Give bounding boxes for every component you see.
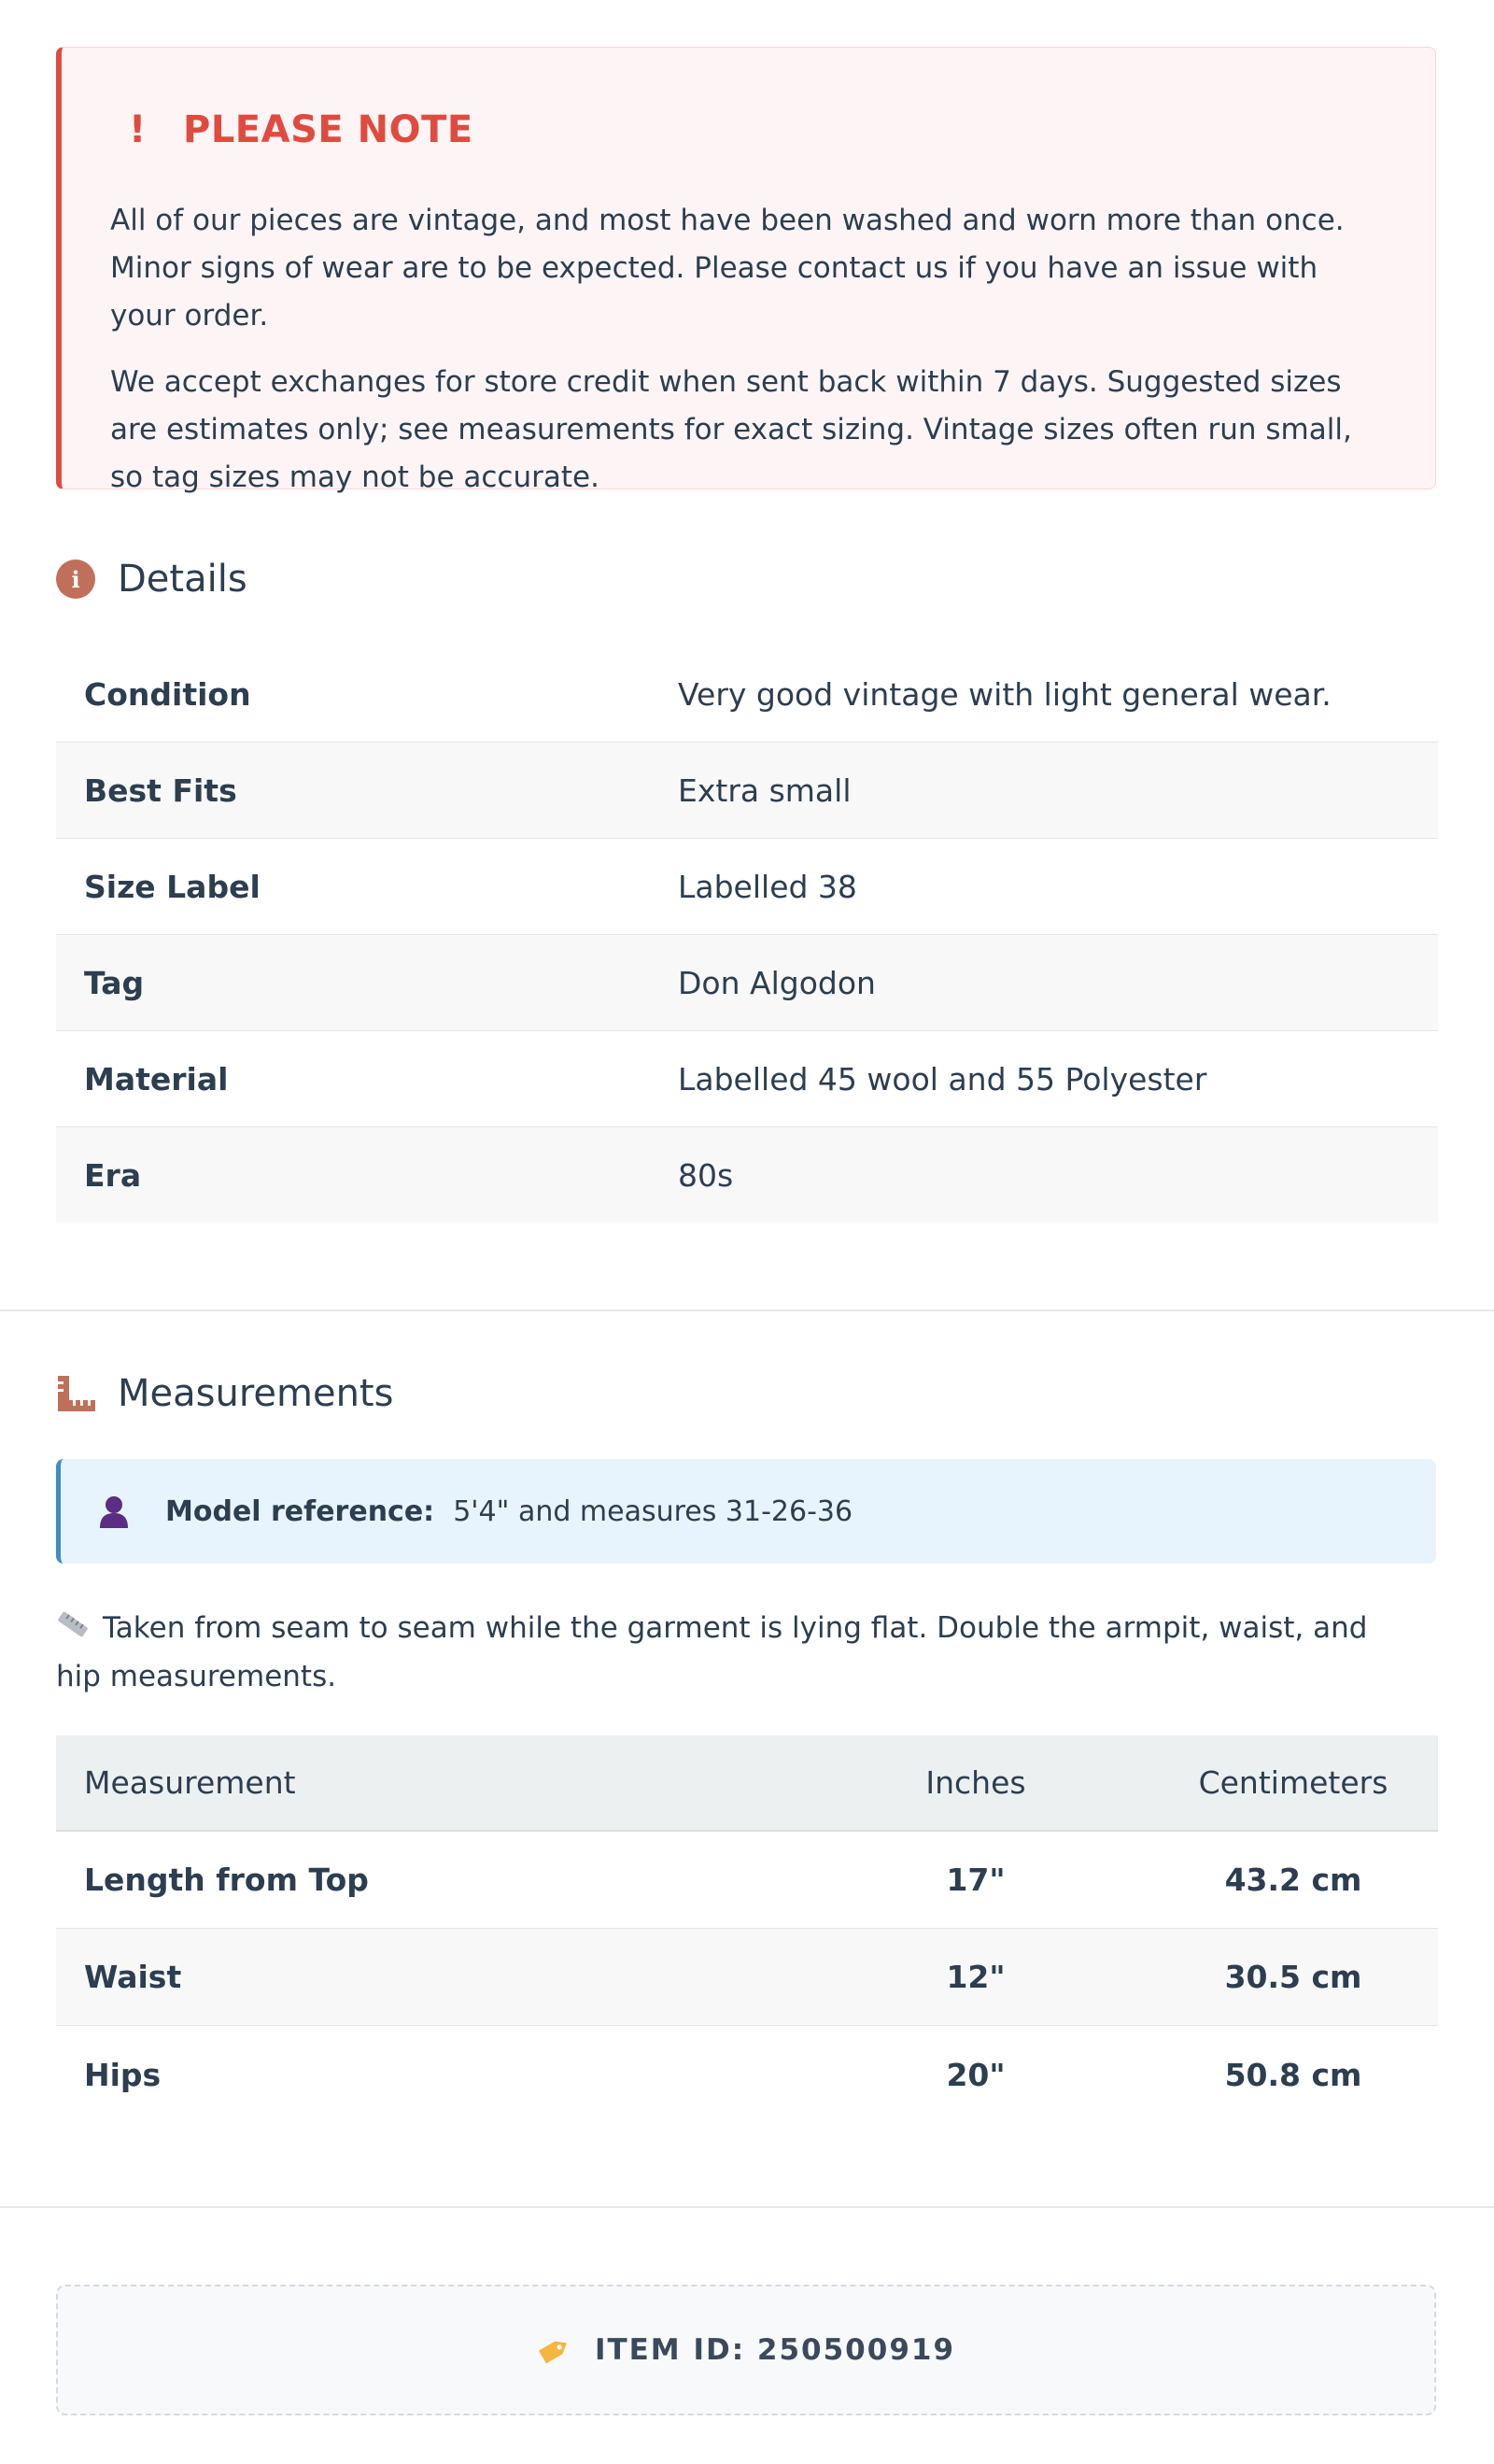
table-row bbox=[56, 1929, 1438, 2026]
table-header-row bbox=[56, 1735, 1438, 1832]
details-label: Condition bbox=[84, 675, 251, 713]
details-label: Best Fits bbox=[84, 772, 237, 809]
measurement-cm: 50.8 cm bbox=[1224, 2056, 1362, 2093]
model-reference-label: Model reference: bbox=[165, 1494, 435, 1528]
details-row-best-fits bbox=[56, 743, 1438, 839]
details-row-size-label bbox=[56, 839, 1438, 935]
measurement-inches: 20" bbox=[946, 2056, 1006, 2093]
model-reference-box bbox=[56, 1459, 1436, 1564]
details-title: Details bbox=[118, 558, 247, 601]
measurement-cm: 43.2 cm bbox=[1224, 1862, 1362, 1898]
measurement-inches: 12" bbox=[946, 1959, 1006, 1995]
measurement-name: Length from Top bbox=[84, 1862, 369, 1898]
details-value: Very good vintage with light general wear. bbox=[678, 675, 1332, 713]
measurement-note bbox=[56, 1605, 1382, 1701]
measurements-table bbox=[56, 1735, 1438, 2123]
section-divider bbox=[0, 1310, 1494, 1311]
column-header-centimeters: Centimeters bbox=[1198, 1764, 1388, 1801]
measurement-name: Hips bbox=[84, 2056, 162, 2093]
measurement-inches: 17" bbox=[946, 1862, 1006, 1898]
notice-paragraph-exchanges: We accept exchanges for store credit when sent back within 7 days. Suggested sizes are estimates only; see measurements for exact sizing. Vintage sizes often run small, so tag sizes may not be accurate. bbox=[110, 365, 1352, 494]
details-value: Don Algodon bbox=[678, 964, 876, 1001]
measurement-cm: 30.5 cm bbox=[1224, 1959, 1362, 1995]
notice-paragraph-vintage: All of our pieces are vintage, and most have been washed and worn more than once. Minor signs of wear are to be expected. Please contact us if you have an issue with your order. bbox=[110, 204, 1345, 333]
section-divider bbox=[0, 2206, 1494, 2208]
measurement-name: Waist bbox=[84, 1959, 182, 1995]
please-note-header bbox=[110, 104, 1388, 156]
ruler-icon bbox=[56, 1606, 90, 1653]
please-note-title: PLEASE NOTE bbox=[183, 108, 473, 151]
item-id-label: ITEM ID: 250500919 bbox=[594, 2333, 956, 2367]
tag-icon bbox=[537, 2334, 572, 2366]
details-row-era bbox=[56, 1127, 1438, 1224]
table-row bbox=[56, 1832, 1438, 1929]
measurements-title: Measurements bbox=[118, 1372, 394, 1415]
details-table bbox=[56, 646, 1438, 1224]
details-row-tag bbox=[56, 935, 1438, 1031]
details-row-condition bbox=[56, 646, 1438, 743]
details-label: Tag bbox=[84, 964, 145, 1001]
measurement-note-text: Taken from seam to seam while the garment is lying flat. Double the armpit, waist, and hip measurements. bbox=[56, 1611, 1368, 1693]
exclamation-icon: ! bbox=[129, 108, 147, 151]
details-row-material bbox=[56, 1031, 1438, 1127]
ruler-icon bbox=[56, 1374, 118, 1413]
please-note-box bbox=[56, 47, 1436, 494]
person-icon bbox=[98, 1494, 165, 1528]
details-value: Labelled 38 bbox=[678, 868, 857, 905]
details-label: Material bbox=[84, 1060, 229, 1097]
details-value: Extra small bbox=[678, 772, 852, 809]
measurements-section-header bbox=[56, 1367, 393, 1420]
details-label: Size Label bbox=[84, 868, 261, 905]
details-label: Era bbox=[84, 1157, 142, 1194]
item-id-box bbox=[56, 2285, 1436, 2415]
column-header-inches: Inches bbox=[925, 1764, 1026, 1801]
column-header-measurement: Measurement bbox=[84, 1764, 296, 1801]
details-value: Labelled 45 wool and 55 Polyester bbox=[678, 1060, 1207, 1097]
table-row bbox=[56, 2026, 1438, 2123]
details-value: 80s bbox=[678, 1157, 734, 1194]
model-reference-value: 5'4" and measures 31-26-36 bbox=[453, 1494, 853, 1528]
info-icon: i bbox=[56, 559, 118, 599]
details-section-header bbox=[56, 553, 247, 605]
